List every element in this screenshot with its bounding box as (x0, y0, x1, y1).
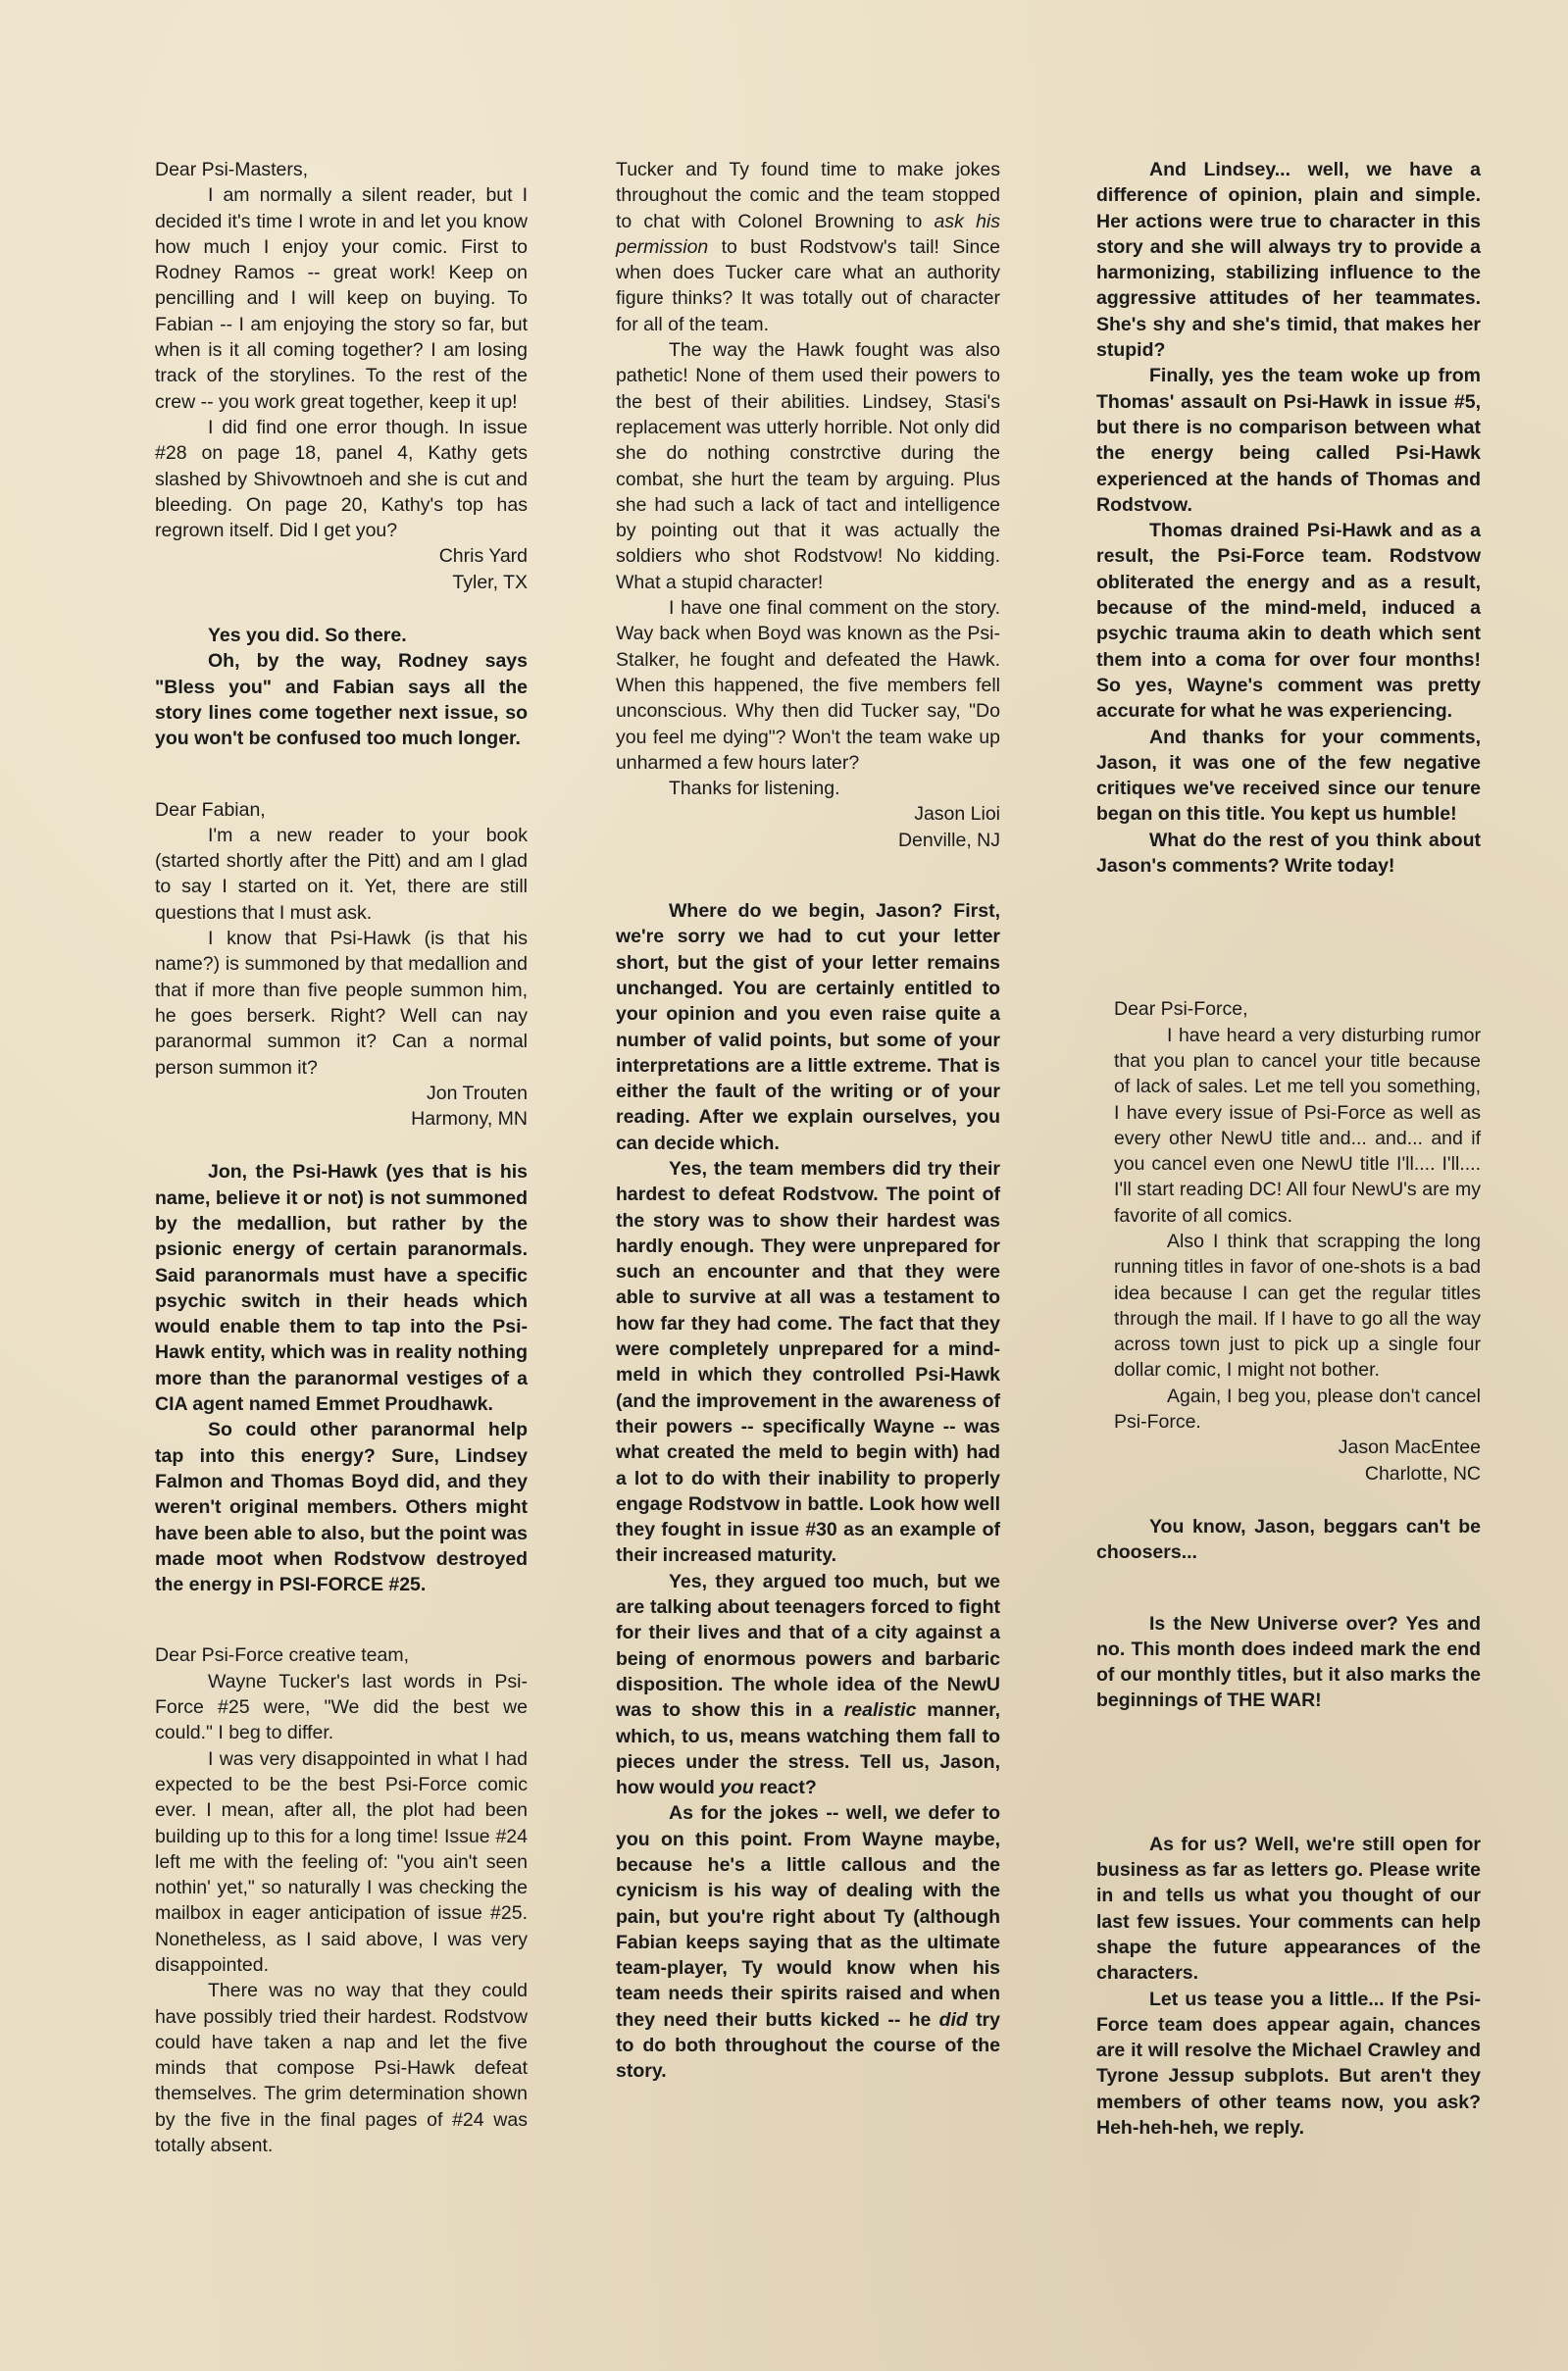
reply-paragraph: As for the jokes -- well, we defer to you on this point. From Wayne maybe, because he's a little callous and the cynicism is his way of dealing with the pain, but you're right about Ty (although Fabian keeps saying that as the ultimate team-player, Ty would know when his team needs their spirits raised and when they need their butts kicked -- he did try to do both throughout the course of the story. (616, 1802, 1000, 2083)
letter-salutation: Dear Psi-Force, (1114, 998, 1248, 1021)
reply-paragraph: And Lindsey... well, we have a difference of opinion, plain and simple. Her actions were true to character in this story and she will always try to provide a harmonizing, stabilizing influence to the aggressive attitudes of her teammates. She's shy and she's timid, that makes her stupid? (1096, 159, 1481, 362)
letter-signature-name: Jason MacEntee (1338, 1437, 1481, 1459)
letter-paragraph-continued: Tucker and Ty found time to make jokes throughout the comic and the team stopped to chat with Colonel Browning to ask his permission to bust Rodstvow's tail! Since when does Tucker care what an authority figure thinks? It was totally out of character for all of the team. (616, 159, 1000, 335)
letter-paragraph: There was no way that they could have possibly tried their hardest. Rodstvow could have taken a nap and let the five minds that compose Psi-Hawk defeat themselves. The grim determination shown by the five in the final pages of #24 was totally absent. (155, 1980, 528, 2157)
reply-paragraph: What do the rest of you think about Jason's comments? Write today! (1096, 829, 1481, 878)
letter-salutation: Dear Psi-Masters, (155, 159, 309, 180)
letter-paragraph: I have one final comment on the story. Way back when Boyd was known as the Psi-Stalker, he fought and defeated the Hawk. When this happened, the five members fell unconscious. Why then did Tucker say, "Do you feel me dying"? Won't the team wake up unharmed a few hours later? (616, 597, 1000, 774)
reply-paragraph: And thanks for your comments, Jason, it was one of the few negative critiques we've received since our tenure began on this title. You kept us humble! (1096, 726, 1481, 826)
reply-paragraph: Oh, by the way, Rodney says "Bless you" and Fabian says all the story lines come together next issue, so you won't be confused too much longer. (155, 650, 528, 750)
column-1 (155, 157, 528, 2158)
closing-paragraph: As for us? Well, we're still open for business as far as letters go. Please write in and tells us what you thought of our last few issues. Your comments can help shape the future appearances of the characters. (1096, 1833, 1481, 1985)
letter-signature-name: Jason Lioi (914, 803, 1000, 826)
letter-paragraph: Thanks for listening. (669, 778, 840, 800)
letter-jon-trouten (155, 797, 528, 1133)
letter-chris-yard (155, 157, 528, 595)
column-2 (616, 157, 1000, 2085)
closing-paragraph: Let us tease you a little... If the Psi-Force team does appear again, chances are it will resolve the Michael Crawley and Tyrone Jessup subplots. But aren't they members of other teams now, you ask? Heh-heh-heh, we reply. (1096, 1988, 1481, 2139)
reply-paragraph: So could other paranormal help tap into this energy? Sure, Lindsey Falmon and Thomas Boyd did, and they weren't original members. Others might have been able to also, but the point was made moot when Rodstvow destroyed the energy in PSI-FORCE #25. (155, 1419, 528, 1596)
editor-reply-4 (1096, 1514, 1481, 1566)
editor-reply-3 (616, 898, 1000, 2085)
reply-paragraph: You know, Jason, beggars can't be choosers... (1096, 1515, 1481, 1564)
letter-signature-name: Chris Yard (438, 545, 528, 568)
letter-signature-location: Charlotte, NC (1364, 1462, 1481, 1485)
reply-paragraph: Yes you did. So there. (208, 625, 407, 647)
editor-reply-1 (155, 623, 528, 751)
reply-paragraph: Yes, they argued too much, but we are talking about teenagers forced to fight for their lives and that of a city against a being of enormous powers and barbaric disposition. The whole idea of the NewU was to show this in a realistic manner, which, to us, means watching them fall to pieces under the stress. Tell us, Jason, how would you react? (616, 1570, 1001, 1799)
letter-paragraph: Wayne Tucker's last words in Psi-Force #25 were, "We did the best we could." I beg to differ. (155, 1670, 528, 1744)
letter-paragraph: I am normally a silent reader, but I decided it's time I wrote in and let you know how much I enjoy your comic. First to Rodney Ramos -- great work! Keep on pencilling and I will keep on buying. To Fabian -- I am enjoying the story so far, but when is it all coming together? I am losing track of the storylines. To the rest of the crew -- you work great together, keep it up! (155, 184, 528, 413)
letter-signature-location: Harmony, MN (411, 1108, 528, 1131)
letter-signature-location: Tyler, TX (452, 571, 528, 593)
reply-paragraph: Thomas drained Psi-Hawk and as a result, the Psi-Force team. Rodstvow obliterated the energy and as a result, because of the mind-meld, induced a psychic trauma akin to death which sent them into a coma for over four months! So yes, Wayne's comment was pretty accurate for what he was experiencing. (1096, 520, 1481, 723)
editor-closing (1096, 1611, 1481, 2142)
letter-paragraph: Also I think that scrapping the long running titles in favor of one-shots is a bad idea because I can get the regular titles through the mail. If I have to go all the way across town just to pick up a single four dollar comic, I might not bother. (1114, 1230, 1481, 1382)
letter-jason-macentee (1096, 996, 1481, 1487)
reply-paragraph: Yes, the team members did try their hardest to defeat Rodstvow. The point of the story was to show their hardest was hardly enough. They were unprepared for such an encounter and that they were able to survive at all was a testament to how far they had come. The fact that they were completely unprepared for a mind-meld in which they controlled Psi-Hawk (and the improvement in the awareness of their powers -- specifically Wayne -- was what created the meld to begin with) had a lot to do with their inability to properly engage Rodstvow in battle. Look how well they fought in issue #30 as an example of their increased maturity. (616, 1157, 1000, 1567)
letter-salutation: Dear Psi-Force creative team, (155, 1644, 409, 1667)
letter-jason-lioi-continued (616, 157, 1000, 853)
letter-paragraph: I have heard a very disturbing rumor that you plan to cancel your title because of lack of sales. Let me tell you something, I have every issue of Psi-Force as well as every other NewU title and... and... and if you cancel even one NewU title I'll.... I'll.... I'll start reading DC! All four NewU's are my favorite of all comics. (1114, 1024, 1481, 1227)
letter-signature-location: Denville, NJ (897, 829, 1000, 851)
closing-paragraph: Is the New Universe over? Yes and no. This month does indeed mark the end of our monthly titles, but it also marks the beginnings of THE WAR! (1096, 1612, 1481, 1712)
letter-paragraph: Again, I beg you, please don't cancel Psi-Force. (1114, 1385, 1481, 1434)
letter-signature-name: Jon Trouten (427, 1082, 528, 1104)
editor-reply-3-continued (1096, 157, 1481, 879)
reply-paragraph: Where do we begin, Jason? First, we're sorry we had to cut your letter short, but the gist of your letter remains unchanged. You are certainly entitled to your opinion and you even raise quite a number of valid points, but some of your interpretations are a little extreme. That is either the fault of the writing or of your reading. After we explain ourselves, you can decide which. (616, 900, 1000, 1154)
letter-salutation: Dear Fabian, (155, 798, 266, 821)
letter-paragraph: The way the Hawk fought was also pathetic! None of them used their powers to the best of their abilities. Lindsey, Stasi's replacement was utterly horrible. Not only did she do nothing constrctive during the combat, she hurt the team by arguing. Plus she had such a lack of tact and intelligence by pointing out that it was actually the soldiers who shot Rodstvow! No kidding. What a stupid character! (616, 339, 1000, 593)
letter-paragraph: I did find one error though. In issue #28 on page 18, panel 4, Kathy gets slashed by Shivowtnoeh and she is cut and bleeding. On page 20, Kathy's top has regrown itself. Did I get you? (155, 416, 528, 542)
letter-paragraph: I was very disappointed in what I had expected to be the best Psi-Force comic ever. I mean, after all, the plot had been building up to this for a long time! Issue #24 left me with the feeling of: "you ain't seen nothin' yet," so naturally I was checking the mailbox in eager anticipation of issue #25. Nonetheless, as I said above, I was very disappointed. (155, 1747, 528, 1976)
reply-paragraph: Jon, the Psi-Hawk (yes that is his name, believe it or not) is not summoned by the medallion, but rather by the psionic energy of certain paranormals. Said paranormals must have a specific psychic switch in their heads which would enable them to tap into the Psi-Hawk entity, which was in reality nothing more than the paranormal vestiges of a CIA agent named Emmet Proudhawk. (155, 1161, 528, 1416)
column-3 (1096, 157, 1481, 2141)
letter-jason-lioi (155, 1642, 528, 2158)
letter-paragraph: I'm a new reader to your book (started shortly after the Pitt) and am I glad to say I started on it. Yet, there are still questions that I must ask. (155, 824, 528, 924)
reply-paragraph: Finally, yes the team woke up from Thomas' assault on Psi-Hawk in issue #5, but there is no comparison between what the energy being called Psi-Hawk experienced at the hands of Thomas and Rodstvow. (1096, 365, 1481, 516)
editor-reply-2 (155, 1159, 528, 1597)
letter-paragraph: I know that Psi-Hawk (is that his name?) is summoned by that medallion and that if more than five people summon him, he goes berserk. Right? Well can nay paranormal summon it? Can a normal person summon it? (155, 928, 528, 1079)
